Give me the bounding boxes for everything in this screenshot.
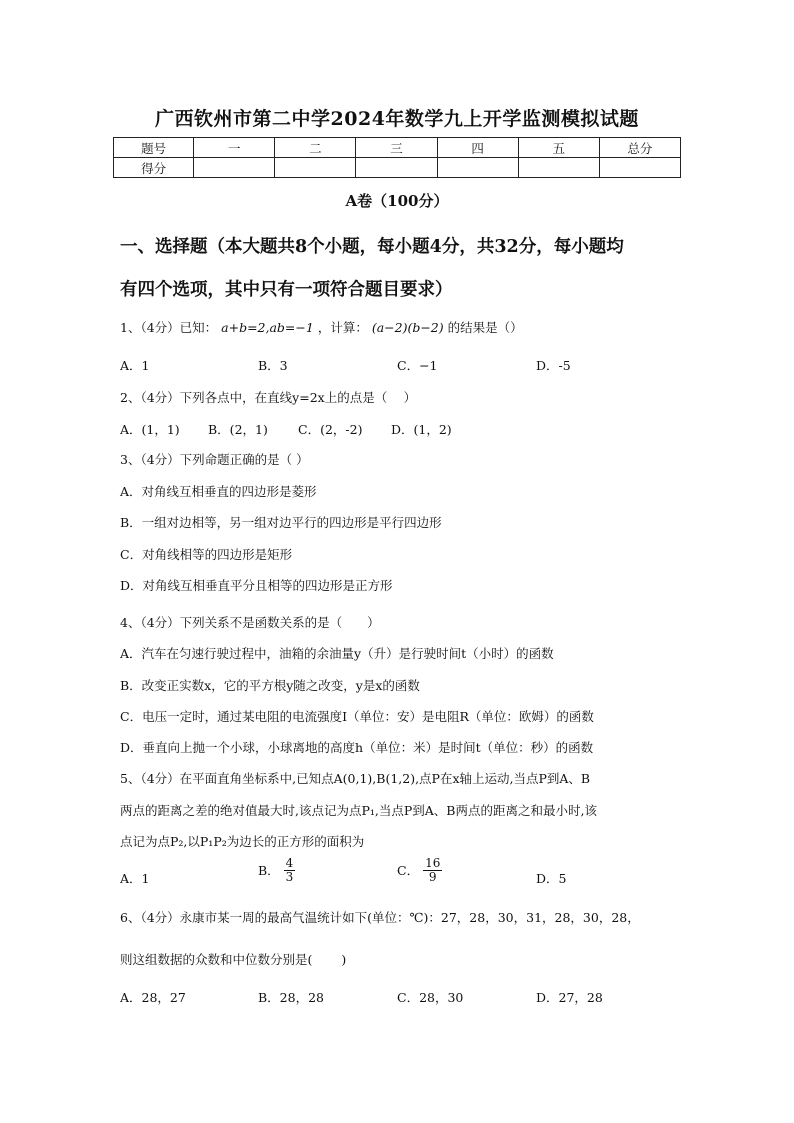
score-table: [113, 137, 681, 178]
q4-option-b: B．改变正实数x，它的平方根y随之改变，y是x的函数: [120, 678, 420, 693]
q4-option-a: A．汽车在匀速行驶过程中，油箱的余油量y（升）是行驶时间t（小时）的函数: [120, 646, 554, 661]
score-table-score-row: [114, 158, 681, 178]
q1-option-d: D．-5: [536, 358, 571, 373]
q3-option-a: A．对角线互相垂直的四边形是菱形: [120, 484, 317, 499]
header-cell-5: 五: [518, 138, 599, 158]
q2-option-d: D．(1，2): [391, 422, 452, 437]
question-5-line-1: 5、（4分）在平面直角坐标系中,已知点A(0,1),B(1,2),点P在x轴上运动,当点P到A、B: [120, 771, 591, 786]
q2-option-c: C．(2，-2): [298, 422, 363, 437]
q3-option-c: C．对角线相等的四边形是矩形: [120, 547, 293, 562]
q5-option-b-fraction: [284, 857, 296, 883]
q1-option-c: C．−1: [397, 358, 438, 373]
q1-option-b: B．3: [258, 358, 288, 373]
score-table-header-row: [114, 138, 681, 158]
score-cell: [194, 158, 275, 178]
q5-option-c: [397, 857, 442, 883]
header-cell-question-number: 题号: [114, 138, 194, 158]
header-cell-3: 三: [356, 138, 437, 158]
q4-option-d: D．垂直向上抛一个小球，小球离地的高度h（单位：米）是时间t（单位：秒）的函数: [120, 740, 594, 755]
exam-title: 广西钦州市第二中学2024年数学九上开学监测模拟试题: [155, 108, 639, 130]
question-5-line-3: 点记为点P₂,以P₁P₂为边长的正方形的面积为: [120, 834, 365, 849]
q1-option-a: A．1: [120, 358, 150, 373]
section-heading-line-1: 一、选择题（本大题共8个小题，每小题4分，共32分，每小题均: [120, 237, 624, 257]
score-cell: [356, 158, 437, 178]
question-1-given: a+b=2,ab=−1: [221, 320, 314, 335]
q6-option-c: C．28，30: [397, 990, 464, 1005]
q4-option-c: C．电压一定时，通过某电阻的电流强度I（单位：安）是电阻R（单位：欧姆）的函数: [120, 709, 594, 724]
q5-option-b-numerator: 4: [285, 856, 294, 870]
score-cell: [437, 158, 518, 178]
header-cell-4: 四: [437, 138, 518, 158]
question-6-line-1: 6、（4分）永康市某一周的最高气温统计如下(单位：℃)：27，28，30，31，28，30，28，: [120, 910, 640, 925]
q6-option-a: A．28，27: [120, 990, 186, 1005]
question-1-expression: (a−2)(b−2): [371, 320, 444, 335]
score-cell: [599, 158, 680, 178]
question-2: 2、（4分）下列各点中，在直线y=2x上的点是（ ）: [120, 390, 417, 405]
q2-option-b: B．(2，1): [208, 422, 268, 437]
q5-option-b-label: B．: [258, 863, 280, 879]
q3-option-d: D．对角线互相垂直平分且相等的四边形是正方形: [120, 578, 393, 593]
q5-option-d: D．5: [536, 871, 567, 886]
header-cell-total: 总分: [599, 138, 680, 158]
question-1-suffix: 的结果是（）: [447, 320, 523, 335]
q5-option-b-denominator: 3: [285, 869, 294, 884]
q6-option-b: B．28，28: [258, 990, 324, 1005]
q5-option-c-denominator: 9: [428, 869, 437, 884]
question-4: 4、（4分）下列关系不是函数关系的是（ ）: [120, 615, 380, 630]
question-5-line-2: 两点的距离之差的绝对值最大时,该点记为点P₁,当点P到A、B两点的距离之和最小时,该: [120, 803, 597, 818]
question-6-line-2: 则这组数据的众数和中位数分别是( ): [120, 952, 347, 967]
q6-option-d: D．27，28: [536, 990, 603, 1005]
q2-option-a: A．(1，1): [120, 422, 180, 437]
question-1-prefix: 1、（4分）已知：: [120, 320, 218, 335]
q5-option-a: A．1: [120, 871, 150, 886]
volume-heading: A卷（100分）: [345, 192, 449, 210]
score-cell: [275, 158, 356, 178]
q5-option-c-label: C．: [397, 863, 420, 879]
score-cell: [518, 158, 599, 178]
score-row-label: 得分: [114, 158, 194, 178]
q5-option-c-numerator: 16: [425, 856, 441, 870]
question-3: 3、（4分）下列命题正确的是（ ）: [120, 452, 309, 467]
header-cell-2: 二: [275, 138, 356, 158]
q5-option-c-fraction: [423, 857, 442, 883]
question-1: [120, 318, 523, 336]
header-cell-1: 一: [194, 138, 275, 158]
section-heading-line-2: 有四个选项，其中只有一项符合题目要求）: [120, 280, 453, 300]
q5-option-b: [258, 857, 295, 883]
question-1-mid: ，计算：: [317, 320, 368, 335]
q3-option-b: B．一组对边相等，另一组对边平行的四边形是平行四边形: [120, 515, 442, 530]
